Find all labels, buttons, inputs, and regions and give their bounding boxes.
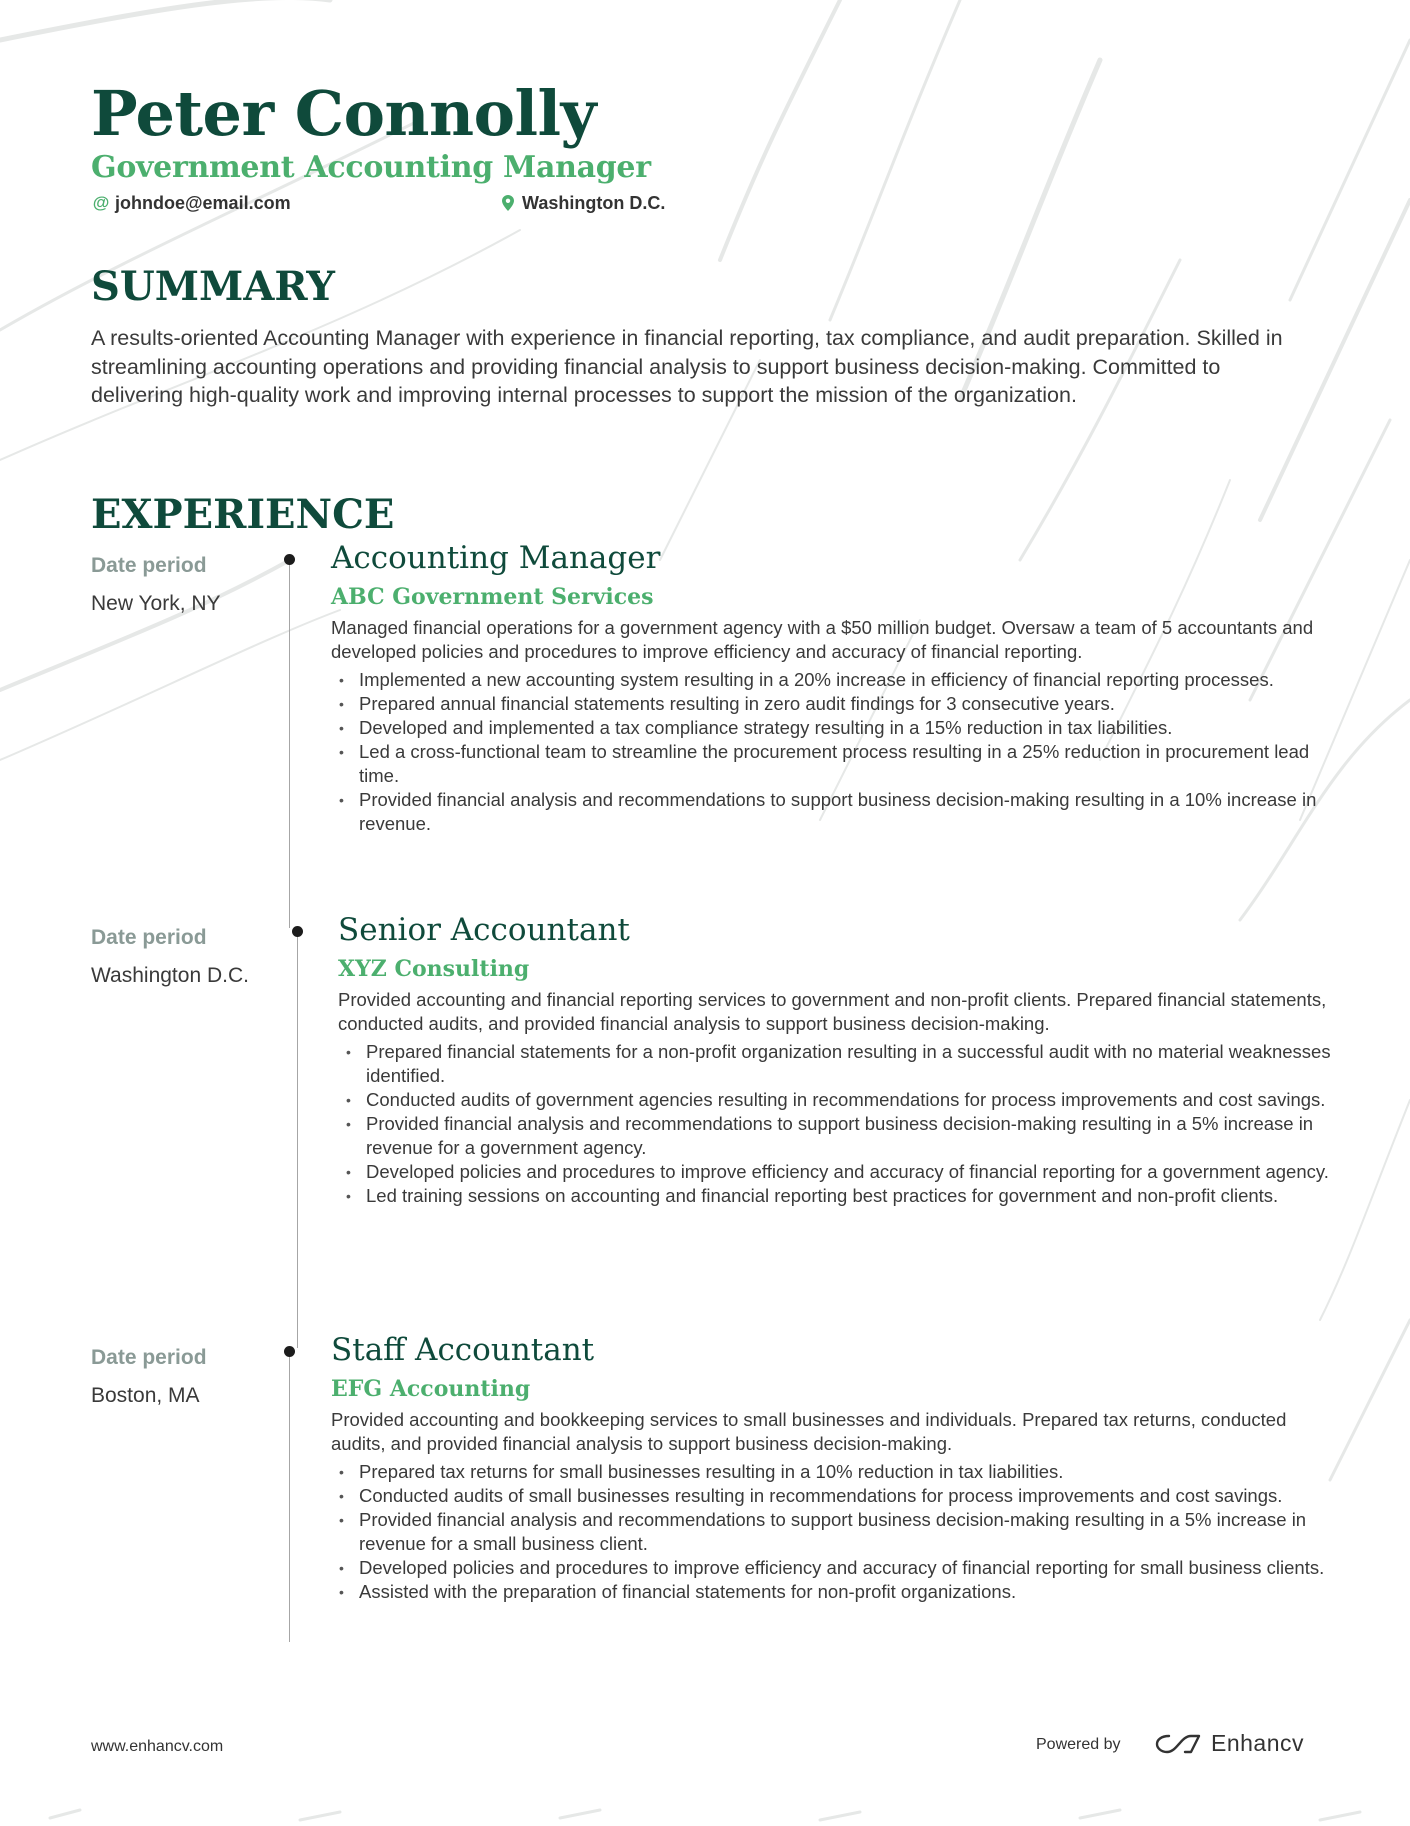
company-name: ABC Government Services	[331, 584, 654, 610]
powered-by-label: Powered by	[1036, 1736, 1121, 1753]
timeline-line	[289, 1352, 290, 1642]
bullet-icon: •	[346, 1116, 351, 1132]
achievement-item: • Developed and implemented a tax compliance strategy resulting in a 15% reduction in tax liabilities.	[339, 717, 1173, 738]
bullet-icon: •	[339, 792, 344, 808]
achievement-item: • Developed policies and procedures to improve efficiency and accuracy of financial reporting for small business clients.	[339, 1557, 1325, 1578]
experience-location: Boston, MA	[91, 1384, 200, 1407]
summary-text: A results-oriented Accounting Manager with experience in financial reporting, tax compliance, and audit preparation. Skilled in streamlining accounting operations and providing financial analysis to support business decision-making. Committed to delivering high-quality work and improving internal processes to support the mission of the organization.	[91, 326, 1283, 407]
bullet-icon: •	[339, 744, 344, 760]
map-pin-icon	[498, 195, 518, 211]
experience-body	[331, 540, 1341, 838]
achievement-item: • Prepared annual financial statements resulting in zero audit findings for 3 consecutive years.	[339, 693, 1115, 714]
bullet-icon: •	[339, 1560, 344, 1576]
achievement-item: • Implemented a new accounting system resulting in a 20% increase in efficiency of financial reporting processes.	[339, 669, 1274, 690]
achievement-list	[331, 1460, 1341, 1604]
job-title: Accounting Manager	[331, 540, 661, 576]
achievement-item: • Conducted audits of government agencies resulting in recommendations for process improvements and cost savings.	[346, 1089, 1326, 1110]
bullet-icon: •	[339, 672, 344, 688]
timeline-dot	[284, 554, 295, 565]
achievement-list	[331, 668, 1341, 836]
email-text: johndoe@email.com	[115, 192, 291, 213]
achievement-item: • Developed policies and procedures to improve efficiency and accuracy of financial reporting for a government agency.	[346, 1161, 1329, 1182]
enhancv-logo[interactable]	[1155, 1730, 1304, 1757]
contact-location	[498, 191, 665, 215]
bullet-icon: •	[339, 1584, 344, 1600]
achievement-item: • Provided financial analysis and recommendations to support business decision-making resulting in a 10% increase in revenue.	[339, 789, 1317, 834]
job-title: Senior Accountant	[338, 912, 630, 948]
bullet-icon: •	[346, 1044, 351, 1060]
experience-body	[338, 912, 1348, 1210]
experience-date: Date period	[91, 1346, 207, 1369]
timeline-line	[289, 560, 290, 928]
job-description: Managed financial operations for a government agency with a $50 million budget. Oversaw a team of 5 accountants and developed policies and procedures to improve efficiency and accuracy of financial reporting.	[331, 617, 1314, 662]
bullet-icon: •	[339, 1464, 344, 1480]
experience-date: Date period	[91, 926, 207, 949]
bullet-icon: •	[339, 720, 344, 736]
candidate-name: Peter Connolly	[91, 77, 597, 150]
brand-name: Enhancv	[1211, 1730, 1305, 1756]
bullet-icon: •	[346, 1188, 351, 1204]
experience-date: Date period	[91, 554, 207, 577]
contact-email[interactable]	[91, 191, 291, 215]
experience-location: Washington D.C.	[91, 964, 249, 987]
achievement-list	[338, 1040, 1348, 1208]
candidate-title: Government Accounting Manager	[91, 150, 651, 185]
footer-url[interactable]: www.enhancv.com	[91, 1738, 224, 1755]
company-name: XYZ Consulting	[338, 956, 530, 982]
bullet-icon: •	[346, 1092, 351, 1108]
achievement-item: • Provided financial analysis and recommendations to support business decision-making resulting in a 5% increase in revenue for a government agency.	[346, 1113, 1314, 1158]
timeline-dot	[292, 926, 303, 937]
experience-location: New York, NY	[91, 592, 221, 615]
bullet-icon: •	[339, 1512, 344, 1528]
timeline-line	[297, 932, 298, 1348]
company-name: EFG Accounting	[331, 1376, 531, 1402]
job-description: Provided accounting and bookkeeping services to small businesses and individuals. Prepared tax returns, conducted audits, and provided financial analysis to support business decision-making.	[331, 1409, 1287, 1454]
achievement-item: • Prepared financial statements for a non-profit organization resulting in a successful audit with no material weaknesses identified.	[346, 1041, 1331, 1086]
job-description: Provided accounting and financial reporting services to government and non-profit clients. Prepared financial statements, conducted audits, and provided financial analysis to support business decision-making.	[338, 989, 1327, 1034]
job-title: Staff Accountant	[331, 1332, 595, 1368]
bullet-icon: •	[346, 1164, 351, 1180]
achievement-item: • Provided financial analysis and recommendations to support business decision-making resulting in a 5% increase in revenue for a small business client.	[339, 1509, 1307, 1554]
bullet-icon: •	[339, 1488, 344, 1504]
achievement-item: • Led training sessions on accounting and financial reporting best practices for government and non-profit clients.	[346, 1185, 1279, 1206]
timeline-dot	[284, 1346, 295, 1357]
bullet-icon: •	[339, 696, 344, 712]
experience-heading: EXPERIENCE	[91, 491, 395, 538]
achievement-item: • Conducted audits of small businesses resulting in recommendations for process improvements and cost savings.	[339, 1485, 1283, 1506]
summary-heading: SUMMARY	[91, 263, 335, 310]
achievement-item: • Led a cross-functional team to streamline the procurement process resulting in a 25% reduction in procurement lead time.	[339, 741, 1310, 786]
enhancv-logo-icon	[1155, 1732, 1201, 1756]
at-icon: @	[92, 193, 110, 212]
experience-body	[331, 1332, 1341, 1606]
achievement-item: • Assisted with the preparation of financial statements for non-profit organizations.	[339, 1581, 1017, 1602]
achievement-item: • Prepared tax returns for small businesses resulting in a 10% reduction in tax liabilities.	[339, 1461, 1064, 1482]
location-text: Washington D.C.	[522, 192, 666, 213]
